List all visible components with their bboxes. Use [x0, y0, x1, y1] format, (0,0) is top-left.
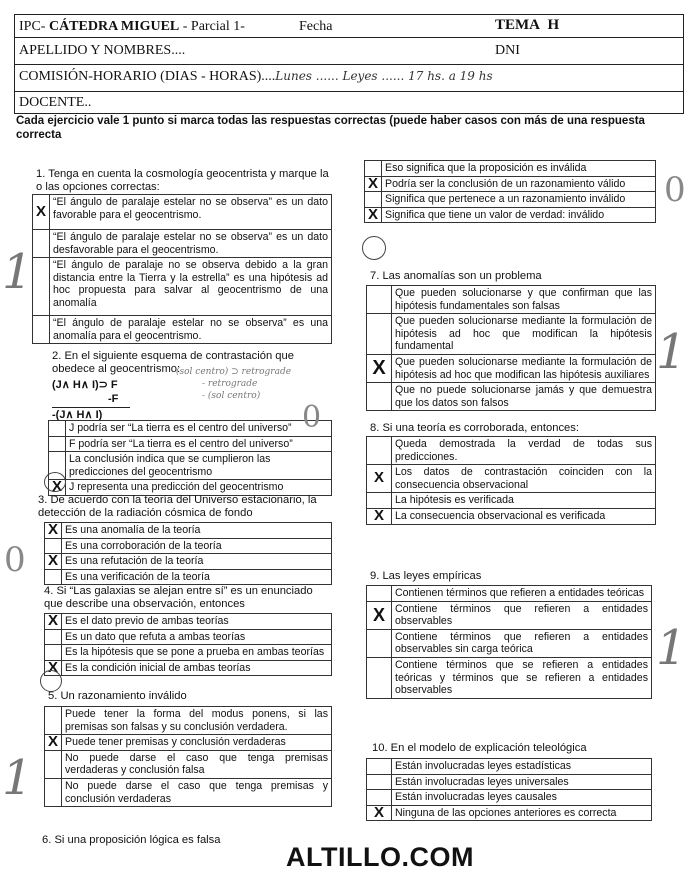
q4-text: 4. Si “Las galaxias se alejan entre sí” es un enunciado que describe una observación, entonces	[44, 585, 313, 610]
q3-checkbox-1[interactable]: X	[45, 523, 62, 539]
answer-circle-icon	[44, 472, 66, 492]
q6-options	[364, 160, 656, 223]
q4-option-1	[45, 614, 332, 630]
q7-checkbox-3[interactable]: X	[367, 354, 392, 382]
q5-text: 5. Un razonamiento inválido	[48, 690, 187, 702]
q8-option-text: La consecuencia observacional es verificada	[392, 508, 656, 524]
answer-circle-icon	[40, 670, 62, 692]
q10-option-4	[367, 805, 652, 821]
q2-options	[48, 420, 332, 496]
q6-checkbox-1[interactable]	[365, 161, 382, 177]
q7-option-text: Que no puede solucionarse jamás y que demuestra que los datos son falsos	[392, 383, 656, 411]
q9-checkbox-1[interactable]	[367, 586, 392, 602]
q10-option-text: Están involucradas leyes causales	[392, 790, 652, 806]
q5-option-1	[45, 707, 332, 735]
q6-option-4	[365, 207, 656, 223]
instructions: Cada ejercicio vale 1 punto si marca todas las respuestas correctas (puede haber casos con más de una respuesta correcta	[16, 115, 645, 141]
q10-text: 10. En el modelo de explicación teleológica	[372, 742, 587, 754]
q1-option-4	[33, 316, 332, 344]
q9-option-text: Contiene términos que refieren a entidades observables sin carga teórica	[392, 629, 652, 657]
header-box	[14, 14, 684, 114]
q9-option-text: Contiene términos que se refieren a entidades teóricas y términos que se refieren a entidades observables	[392, 657, 652, 698]
q8-option-2	[367, 465, 656, 493]
q4-option-2	[45, 629, 332, 645]
tema-value: H	[547, 17, 560, 33]
q9-text: 9. Las leyes empíricas	[370, 570, 482, 582]
q8-option-4	[367, 508, 656, 524]
q1-checkbox-1[interactable]: X	[33, 195, 50, 230]
course-label: IPC-	[19, 19, 46, 34]
q2-option-text: La conclusión indica que se cumplieron las predicciones del geocentrismo	[66, 452, 332, 480]
q1-option-1	[33, 195, 332, 230]
q2-checkbox-1[interactable]	[49, 421, 66, 437]
q7-option-text: Que pueden solucionarse mediante la formulación de hipótesis ad hoc que modifican la hipótesis fundamental	[392, 314, 656, 355]
q10-option-3	[367, 790, 652, 806]
q2-note-2: - retrograde	[202, 379, 258, 389]
q3-option-text: Es una refutación de la teoría	[62, 554, 332, 570]
q6-text: 6. Si una proposición lógica es falsa	[42, 834, 221, 846]
q7-option-1	[367, 286, 656, 314]
q1-text: 1. Tenga en cuenta la cosmología geocentrista y marque la o las opciones correctas:	[36, 168, 329, 193]
apellido-label: APELLIDO Y NOMBRES....	[19, 43, 186, 58]
q4-checkbox-1[interactable]: X	[45, 614, 62, 630]
q10-checkbox-4[interactable]: X	[367, 805, 392, 821]
q2-option-text: J representa una predicción del geocentrismo	[66, 480, 332, 496]
q10-option-1	[367, 759, 652, 775]
q4-option-4	[45, 660, 332, 676]
q7-option-2	[367, 314, 656, 355]
answer-circle-icon	[362, 236, 386, 260]
q2-formula-premise: (J∧ H∧ I)⊃ F	[52, 379, 118, 391]
q5-checkbox-3[interactable]	[45, 750, 62, 778]
q4-option-text: Es la hipótesis que se pone a prueba en ambas teorías	[62, 645, 332, 661]
catedra-label: CÁTEDRA MIGUEL	[48, 19, 180, 34]
q6-option-text: Eso significa que la proposición es inválida	[382, 161, 656, 177]
dni-label: DNI	[495, 43, 520, 58]
q7-checkbox-2[interactable]	[367, 314, 392, 355]
q2-option-3	[49, 452, 332, 480]
date-label: Fecha	[299, 19, 333, 34]
grade-mark-one-icon: 1	[2, 750, 33, 806]
q7-checkbox-4[interactable]	[367, 383, 392, 411]
q10-option-text: Están involucradas leyes estadísticas	[392, 759, 652, 775]
q2-option-1	[49, 421, 332, 437]
q9-option-2	[367, 601, 652, 629]
q2-text: 2. En el siguiente esquema de contrastación que obedece al geocentrismo:	[52, 350, 294, 375]
q4-option-text: Es el dato previo de ambas teorías	[62, 614, 332, 630]
q10-option-2	[367, 774, 652, 790]
q9-checkbox-3[interactable]	[367, 629, 392, 657]
q1-option-3	[33, 258, 332, 316]
q10-option-text: Están involucradas leyes universales	[392, 774, 652, 790]
q3-text: 3. De acuerdo con la teoría del Universo estacionario, la detección de la radiación cósmica de fondo	[38, 494, 317, 519]
q3-option-3	[45, 554, 332, 570]
comision-label: COMISIÓN-HORARIO (DIAS - HORAS)....	[19, 69, 276, 84]
q2-formula-conclusion: -(J∧ H∧ I)	[52, 407, 130, 422]
q6-option-text: Significa que pertenece a un razonamiento inválido	[382, 192, 656, 208]
q6-option-1	[365, 161, 656, 177]
footer-watermark: ALTILLO.COM	[286, 842, 474, 872]
q3-option-1	[45, 523, 332, 539]
q6-checkbox-3[interactable]	[365, 192, 382, 208]
q10-options	[366, 758, 652, 821]
q1-checkbox-3[interactable]	[33, 258, 50, 316]
q10-option-text: Ninguna de las opciones anteriores es correcta	[392, 805, 652, 821]
q5-option-text: Puede tener la forma del modus ponens, si las premisas son falsas y su conclusión verdadera.	[62, 707, 332, 735]
grade-mark-one-icon: 1	[656, 620, 687, 676]
q4-checkbox-2[interactable]	[45, 629, 62, 645]
q5-option-3	[45, 750, 332, 778]
q2-option-text: F podría ser “La tierra es el centro del universo”	[66, 436, 332, 452]
grade-mark-one-icon: 1	[656, 324, 687, 380]
tema-label	[495, 17, 559, 34]
grade-mark-zero-icon: 0	[302, 400, 322, 435]
q2-formula-negation: -F	[108, 393, 119, 405]
comision-row	[19, 69, 493, 85]
q5-option-text: No puede darse el caso que tenga premisas y conclusión verdaderas	[62, 778, 332, 806]
q8-option-text: Queda demostrada la verdad de todas sus predicciones.	[392, 437, 656, 465]
q5-checkbox-2[interactable]: X	[45, 735, 62, 751]
q4-option-text: Es la condición inicial de ambas teorías	[62, 660, 332, 676]
q1-checkbox-2[interactable]	[33, 230, 50, 258]
q3-option-text: Es una anomalía de la teoría	[62, 523, 332, 539]
q8-option-text: Los datos de contrastación coinciden con la consecuencia observacional	[392, 465, 656, 493]
tema-label-text: TEMA	[495, 17, 540, 33]
q1-option-text: “El ángulo de paralaje estelar no se observa” es un dato desfavorable para el geocentrismo.	[50, 230, 332, 258]
q5-options	[44, 706, 332, 807]
q8-checkbox-1[interactable]	[367, 437, 392, 465]
q6-option-3	[365, 192, 656, 208]
q6-checkbox-2[interactable]: X	[365, 176, 382, 192]
q3-options	[44, 522, 332, 585]
q10-checkbox-1[interactable]	[367, 759, 392, 775]
q8-option-1	[367, 437, 656, 465]
docente-label: DOCENTE..	[19, 95, 92, 110]
q8-option-3	[367, 493, 656, 509]
q1-checkbox-4[interactable]	[33, 316, 50, 344]
comision-value: Lunes ...... Leyes ...... 17 hs. a 19 hs	[275, 69, 493, 83]
q7-option-text: Que pueden solucionarse y que confirman que las hipótesis fundamentales son falsas	[392, 286, 656, 314]
q8-options	[366, 436, 656, 525]
exam-title	[19, 19, 245, 35]
q4-checkbox-3[interactable]	[45, 645, 62, 661]
q2-note-3: - (sol centro)	[202, 391, 261, 401]
q7-option-4	[367, 383, 656, 411]
q2-option-text: J podría ser “La tierra es el centro del universo”	[66, 421, 332, 437]
q1-option-text: “El ángulo de paralaje no se observa debido a la gran distancia entre la Tierra y la estrella” es una hipótesis ad hoc propuesta para salvar al geocentrismo de una anomalía	[50, 258, 332, 316]
q6-option-text: Significa que tiene un valor de verdad: inválido	[382, 207, 656, 223]
q6-option-2	[365, 176, 656, 192]
q7-text: 7. Las anomalías son un problema	[370, 270, 542, 282]
q5-option-text: No puede darse el caso que tenga premisas verdaderas y conclusión falsa	[62, 750, 332, 778]
q9-option-3	[367, 629, 652, 657]
exam-label: - Parcial 1-	[182, 19, 245, 34]
q2-note-1: (sol centro) ⊃ retrograde	[176, 367, 292, 377]
q1-option-text: “El ángulo de paralaje estelar no se observa” es una anomalía para el geocentrismo.	[50, 316, 332, 344]
q8-text: 8. Si una teoría es corroborada, entonces:	[370, 422, 579, 434]
q1-option-text: “El ángulo de paralaje estelar no se observa” es un dato favorable para el geocentrismo.	[50, 195, 332, 230]
q3-option-text: Es una corroboración de la teoría	[62, 538, 332, 554]
q2-checkbox-2[interactable]	[49, 436, 66, 452]
q4-options	[44, 613, 332, 676]
q2-schema	[52, 378, 130, 422]
q4-option-text: Es un dato que refuta a ambas teorías	[62, 629, 332, 645]
grade-mark-zero-icon: 0	[664, 170, 686, 210]
q10-checkbox-3[interactable]	[367, 790, 392, 806]
q3-option-2	[45, 538, 332, 554]
q9-option-text: Contiene términos que refieren a entidades observables	[392, 601, 652, 629]
q3-option-text: Es una verificación de la teoría	[62, 569, 332, 585]
q8-option-text: La hipótesis es verificada	[392, 493, 656, 509]
q7-options	[366, 285, 656, 411]
q2-handwritten-notes	[176, 366, 291, 402]
q2-checkbox-4[interactable]: X	[49, 480, 66, 496]
q5-checkbox-1[interactable]	[45, 707, 62, 735]
q6-checkbox-4[interactable]: X	[365, 207, 382, 223]
grade-mark-one-icon: 1	[2, 244, 33, 300]
q1-option-2	[33, 230, 332, 258]
q7-checkbox-1[interactable]	[367, 286, 392, 314]
q8-checkbox-2[interactable]: X	[367, 465, 392, 493]
q10-checkbox-2[interactable]	[367, 774, 392, 790]
q9-option-text: Contienen términos que refieren a entidades teóricas	[392, 586, 652, 602]
q5-checkbox-4[interactable]	[45, 778, 62, 806]
q9-checkbox-2[interactable]: X	[367, 601, 392, 629]
q3-option-4	[45, 569, 332, 585]
q8-checkbox-4[interactable]: X	[367, 508, 392, 524]
q6-option-text: Podría ser la conclusión de un razonamiento válido	[382, 176, 656, 192]
q2-option-2	[49, 436, 332, 452]
q4-option-3	[45, 645, 332, 661]
q9-options	[366, 585, 652, 699]
q9-option-1	[367, 586, 652, 602]
q3-checkbox-4[interactable]	[45, 569, 62, 585]
q9-option-4	[367, 657, 652, 698]
grade-mark-zero-icon: 0	[4, 540, 26, 580]
q7-option-text: Que pueden solucionarse mediante la formulación de hipótesis ad hoc que modifican las hipótesis auxiliares	[392, 354, 656, 382]
q7-option-3	[367, 354, 656, 382]
q9-checkbox-4[interactable]	[367, 657, 392, 698]
q4-checkbox-4[interactable]: X	[45, 660, 62, 676]
q5-option-4	[45, 778, 332, 806]
q5-option-2	[45, 735, 332, 751]
q3-checkbox-3[interactable]: X	[45, 554, 62, 570]
q1-options	[32, 194, 332, 344]
q5-option-text: Puede tener premisas y conclusión verdaderas	[62, 735, 332, 751]
